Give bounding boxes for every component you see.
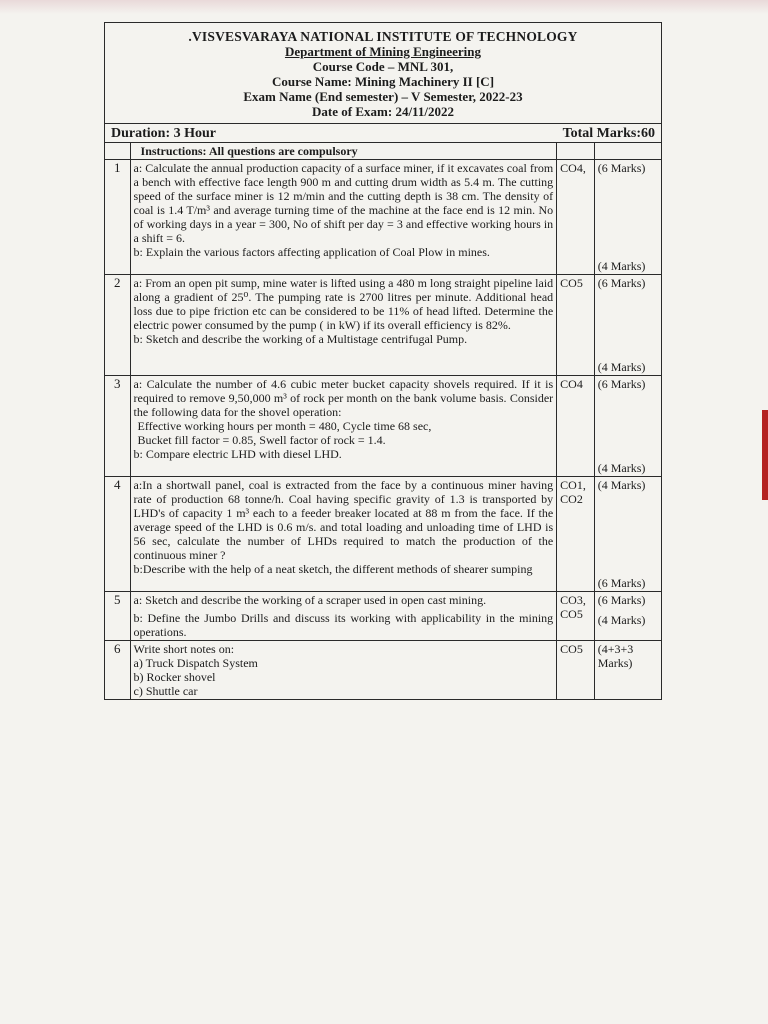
question-number: 1 — [105, 160, 130, 275]
exam-header — [105, 23, 661, 123]
marks-cell — [594, 376, 661, 477]
question-number: 2 — [105, 275, 130, 376]
short-note-item: c) Shuttle car — [133, 684, 198, 698]
question-text — [130, 592, 557, 641]
exam-name: Exam Name (End semester) – V Semester, 2022-23 — [243, 89, 523, 104]
institute-name: .VISVESVARAYA NATIONAL INSTITUTE OF TECHNOLOGY — [188, 29, 578, 44]
marks-part-b: (6 Marks) — [597, 576, 646, 590]
course-outcome: CO4, — [557, 160, 595, 275]
question-text — [130, 376, 557, 477]
marks-part-b: (4 Marks) — [597, 259, 646, 273]
marks-line-2: Marks) — [597, 656, 633, 670]
marks-part-b: (4 Marks) — [597, 461, 646, 475]
question-part-a: a: From an open pit sump, mine water is lifted using a 480 m long straight pipeline laid along a gradient of 25⁰. The pumping rate is 2700 litres per minute. Additional head loss due to pipe friction etc can be considered to be 11% of head lifted. Determine the electric power consumed by the pump ( in kW) if its overall efficiency is 82%. — [133, 276, 554, 332]
question-part-a: a: Sketch and describe the working of a scraper used in open cast mining. — [133, 593, 487, 607]
course-outcome-2: CO5 — [560, 607, 583, 621]
question-text — [130, 641, 557, 700]
course-outcome-1: CO3, — [560, 593, 586, 607]
course-outcome: CO5 — [557, 275, 595, 376]
question-part-b: b: Explain the various factors affecting application of Coal Plow in mines. — [133, 245, 490, 259]
short-note-item: a) Truck Dispatch System — [133, 656, 258, 670]
question-row — [105, 592, 661, 641]
question-part-a: a:In a shortwall panel, coal is extracted from the face by a continuous miner having rate of production 68 tonne/h. Coal having specific gravity of 1.3 is transported by LHD's of capacity 1 m³ each to a feeder breaker located at 88 m from the face. If the average speed of the LHD is 0.6 m/s. and total loading and unloading time of LHD is 56 sec, calculate the number of LHDs required to match the production of the continuous miner ? — [133, 478, 554, 562]
marks-line-1: (4+3+3 — [597, 642, 634, 656]
question-row — [105, 376, 661, 477]
marks-cell — [594, 160, 661, 275]
duration-marks-bar — [105, 123, 661, 142]
question-part-a: a: Calculate the annual production capacity of a surface miner, if it excavates coal from a bench with effective face length 900 m and cutting drum width as 5.4 m. The cutting speed of the surface miner is 12 m/min and the cutting depth is 38 cm. The density of coal is 1.4 T/m³ and average turning time of the machine at the face end is 12 min. No of working days in a year = 300, No of shift per day = 3 and effective working hours in a shift = 6. — [133, 161, 554, 245]
question-text — [130, 160, 557, 275]
marks-part-a: (4 Marks) — [597, 478, 646, 492]
marks-part-a: (6 Marks) — [597, 161, 646, 175]
marks-part-b: (4 Marks) — [597, 360, 646, 374]
course-code: Course Code – MNL 301, — [312, 59, 454, 74]
course-outcome-2: CO2 — [560, 492, 583, 506]
question-row — [105, 477, 661, 592]
marks-cell — [594, 477, 661, 592]
page-right-edge-mark — [762, 410, 768, 500]
course-outcome — [557, 592, 595, 641]
marks-cell — [594, 275, 661, 376]
instructions: Instructions: All questions are compulsory — [130, 143, 557, 160]
instructions-row — [105, 143, 661, 160]
question-number: 3 — [105, 376, 130, 477]
question-part-b: b: Define the Jumbo Drills and discuss its working with applicability in the mining operations. — [133, 611, 554, 639]
question-part-b: b:Describe with the help of a neat sketch, the different methods of shearer sumping — [133, 562, 533, 576]
marks-part-a: (6 Marks) — [597, 593, 646, 607]
question-part-b: b: Sketch and describe the working of a Multistage centrifugal Pump. — [133, 332, 468, 346]
course-outcome: CO4 — [557, 376, 595, 477]
question-text — [130, 477, 557, 592]
course-name: Course Name: Mining Machinery II [C] — [271, 74, 495, 89]
duration: Duration: 3 Hour — [111, 126, 216, 141]
course-outcome: CO5 — [557, 641, 595, 700]
marks-part-a: (6 Marks) — [597, 276, 646, 290]
department-name: Department of Mining Engineering — [284, 44, 482, 59]
marks-cell — [594, 641, 661, 700]
short-notes-intro: Write short notes on: — [133, 642, 235, 656]
question-row — [105, 275, 661, 376]
question-number: 4 — [105, 477, 130, 592]
question-text — [130, 275, 557, 376]
marks-part-a: (6 Marks) — [597, 377, 646, 391]
total-marks: Total Marks:60 — [562, 126, 655, 141]
question-part-a: a: Calculate the number of 4.6 cubic meter bucket capacity shovels required. If it is required to remove 9,50,000 m³ of rock per month on the bank volume basis. Consider the following data for the shovel operation: — [133, 377, 554, 419]
question-data-line: Effective working hours per month = 480, Cycle time 68 sec, — [137, 419, 432, 433]
marks-part-b: (4 Marks) — [597, 613, 646, 627]
page-top-edge — [0, 0, 768, 14]
question-number: 5 — [105, 592, 130, 641]
short-note-item: b) Rocker shovel — [133, 670, 216, 684]
course-outcome — [557, 477, 595, 592]
marks-cell — [594, 592, 661, 641]
exam-date: Date of Exam: 24/11/2022 — [312, 104, 454, 119]
course-outcome-1: CO1, — [560, 478, 586, 492]
question-number: 6 — [105, 641, 130, 700]
question-part-b: b: Compare electric LHD with diesel LHD. — [133, 447, 342, 461]
question-data-line: Bucket fill factor = 0.85, Swell factor of rock = 1.4. — [137, 433, 386, 447]
exam-paper — [104, 22, 662, 700]
question-row — [105, 641, 661, 700]
question-row — [105, 160, 661, 275]
questions-table — [105, 142, 661, 699]
